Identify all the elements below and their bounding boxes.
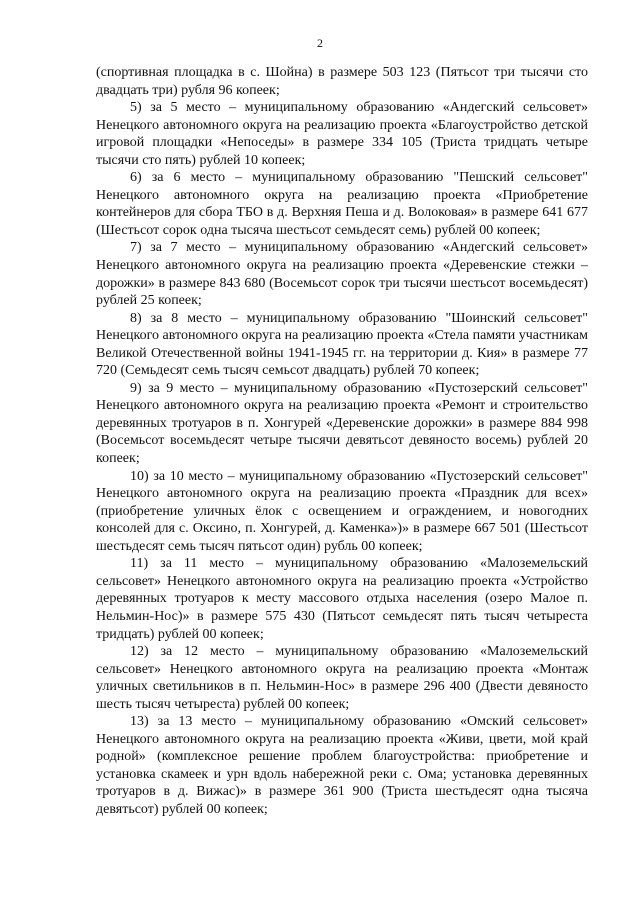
paragraph-item-6: 6) за 6 место – муниципальному образованию "Пешский сельсовет" Ненецкого автономного округа на реализацию проекта «Приобретение контейнеров для сбора ТБО в д. Верхняя Пеша и д. Волоковая» в размере 641 677 (Шестьсот сорок одна тысяча шестьсот семьдесят семь) рублей 00 копеек;: [96, 170, 588, 238]
paragraph-item-9: 9) за 9 место – муниципальному образованию «Пустозерский сельсовет" Ненецкого автономного округа на реализацию проекта «Ремонт и строительство деревянных тротуаров в п. Хонгурей «Деревенские дорожки» в размере 884 998 (Восемьсот восемьдесят четыре тысячи девятьсот девяносто восемь) рублей 20 копеек;: [96, 380, 588, 467]
paragraph-continuation: (спортивная площадка в с. Шойна) в размере 503 123 (Пятьсот три тысячи сто двадцать три) рубля 96 копеек;: [96, 65, 588, 98]
page-number: 2: [317, 36, 323, 50]
paragraph-item-12: 12) за 12 место – муниципальному образованию «Малоземельский сельсовет» Ненецкого автономного округа на реализацию проекта «Монтаж уличных светильников в п. Нельмин-Нос» в размере 296 400 (Двести девяносто шесть тысяч четыреста) рублей 00 копеек;: [96, 644, 588, 712]
paragraph-item-5: 5) за 5 место – муниципальному образованию «Андегский сельсовет» Ненецкого автономного округа на реализацию проекта «Благоустройство детской игровой площадки «Непоседы» в размере 334 105 (Триста тридцать четыре тысячи сто пять) рублей 10 копеек;: [96, 100, 588, 168]
paragraph-item-8: 8) за 8 место – муниципальному образованию "Шоинский сельсовет" Ненецкого автономного округа на реализацию проекта «Стела памяти участникам Великой Отечественной войны 1941-1945 гг. на территории д. Кия» в размере 77 720 (Семьдесят семь тысяч семьсот двадцать) рублей 70 копеек;: [96, 310, 588, 379]
document-body: [96, 64, 588, 819]
paragraph-item-10: 10) за 10 место – муниципальному образованию «Пустозерский сельсовет" Ненецкого автономного округа на реализацию проекта «Праздник для всех» (приобретение уличных ёлок с освещением и ограждением, и новогодних консолей для с. Оксино, п. Хонгурей, д. Каменка»)» в размере 667 501 (Шестьсот шестьдесят семь тысяч пятьсот один) рубль 00 копеек;: [96, 468, 588, 554]
paragraph-item-7: 7) за 7 место – муниципальному образованию «Андегский сельсовет» Ненецкого автономного округа на реализацию проекта «Деревенские стежки – дорожки» в размере 843 680 (Восемьсот сорок три тысячи шестьсот восемьдесят) рублей 25 копеек;: [96, 240, 588, 309]
paragraph-item-11: 11) за 11 место – муниципальному образованию «Малоземельский сельсовет» Ненецкого автономного округа на реализацию проекта «Устройство деревянных тротуаров к месту массового отдыха населения (озеро Малое п. Нельмин-Нос)» в размере 575 430 (Пятьсот семьдесят пять тысяч четыреста тридцать) рублей 00 копеек;: [96, 556, 588, 642]
paragraph-item-13: 13) за 13 место – муниципальному образованию «Омский сельсовет» Ненецкого автономного округа на реализацию проекта «Живи, цвети, мой край родной» (комплексное решение проблем благоустройства: приобретение и установка скамеек и урн вдоль набережной реки с. Ома; установка деревянных тротуаров в д. Вижас)» в размере 361 900 (Триста шестьдесят одна тысяча девятьсот) рублей 00 копеек;: [96, 714, 588, 817]
